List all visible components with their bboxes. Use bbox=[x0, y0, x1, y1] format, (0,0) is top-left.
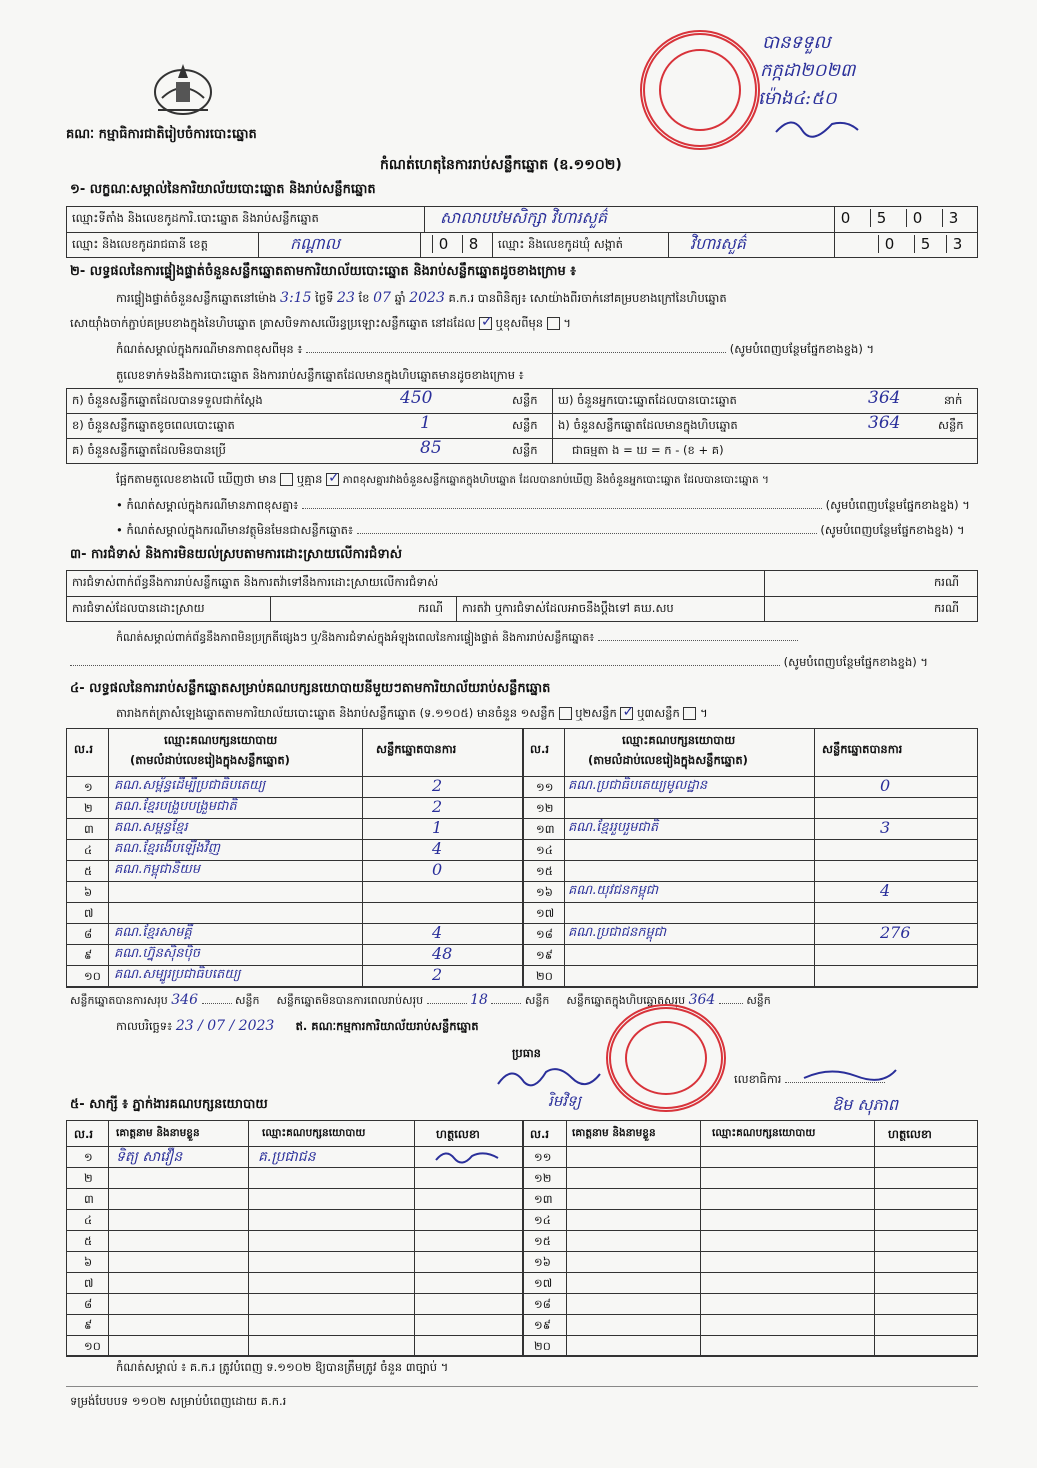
verification-time: 3:15 bbox=[280, 290, 312, 306]
secretary-label: លេខាធិការ bbox=[734, 1072, 885, 1089]
witness-row-number: ១៣ bbox=[534, 1192, 553, 1206]
witness-row-number: ១៨ bbox=[534, 1297, 551, 1311]
province-value: កណ្ដាល bbox=[290, 234, 340, 253]
witness-row-number: ៤ bbox=[84, 1213, 93, 1227]
totals-row: សន្លឹកឆ្នោតបានការសរុប 346 សន្លឹក សន្លឹកឆ្នោតមិនបានការពេលរាប់សរុប 18 សន្លឹក សន្លឹកឆ្នោតក្នុងហិបឆ្នោតសរុប 364 សន្លឹក bbox=[70, 992, 771, 1008]
witness-row-number: ៣ bbox=[84, 1192, 94, 1206]
box-ballots-value: 364 bbox=[868, 413, 901, 433]
party-name: គណ.កម្ពុជានិយម bbox=[114, 862, 201, 877]
party-row-number: ៧ bbox=[84, 906, 94, 920]
chair-label: ប្រធាន bbox=[512, 1046, 541, 1060]
chair-signature bbox=[494, 1062, 604, 1095]
irregularity-note: កំណត់សម្គាល់ពាក់ព័ន្ធនឹងភាពមិនប្រក្រតីផ្សេងៗ ឬ/និងការជំទាស់ក្នុងអំឡុងពេលនៃការផ្ទៀងផ្ទាត់ និងការរាប់សន្លឹកឆ្នោត៖ bbox=[116, 630, 798, 647]
party-name: គណ.ខ្មែរងើបឡើងវិញ bbox=[114, 841, 221, 856]
verification-line-1: ការផ្ទៀងផ្ទាត់ចំនួនសន្លឹកឆ្នោតនៅម៉ោង 3:15 ថ្ងៃទី 23 ខែ 07 ឆ្នាំ 2023 គ.ក.រ បានពិនិត្យ៖ សោយ៉ាងពីរចាក់នៅគម្របខាងក្រៅនៃហិបឆ្នោត bbox=[116, 290, 727, 306]
form-page: គណៈ កម្មាធិការជាតិរៀបចំការបោះឆ្នោត បានទទួល កក្កដា២០២៣ ម៉ោង៤:៥០ កំណត់ហេតុនៃការរាប់សន្លឹកឆ្នោត (ឧ.១១០២) ១- លក្ខណៈសម្គាល់នៃការិយាល័យបោះឆ្នោត និងរាប់សន្លឹកឆ្នោត ឈ្មោះទីតាំង និងលេខកូដការិ.បោះឆ្នោត និងរាប់សន្លឹកឆ្នោត សាលាបឋមសិក្សា វិហារសួគ៌ 0 5 0 3 ឈ្មោះ និងលេខកូដរាជធានី ខេត្ត កណ្ដាល 0 8 ឈ្មោះ និងលេខកូដឃុំ សង្កាត់ វិហារសួគ៌ 0 5 3 ២- លទ្ធផលនៃការផ្ទៀងផ្ទាត់ចំនួនសន្លឹកឆ្នោតតាមការិយាល័យបោះឆ្នោត និងរាប់សន្លឹកឆ្នោតដូចខាងក្រោម ៖ ការផ្ទៀងផ្ទាត់ចំនួនសន្លឹកឆ្នោតនៅម៉ោង 3:15 ថ្ងៃទី 23 ខែ 07 ឆ្នាំ 2023 គ.ក.រ បានពិនិត្យ៖ សោយ៉ាងពីរចាក់នៅគម្របខាងក្រៅនៃហិបឆ្នោត សោយ៉ាំងចាក់ភ្ជាប់គម្របខាងក្នុងនៃហិបឆ្នោត ត្រាសបិទភាសលើរន្ធប្រឡោះសន្លឹកឆ្នោត នៅដដែល ✓ ឬខុសពីមុន ។ កំណត់សម្គាល់ក្នុងករណីមានភាពខុសពីមុន ៖ (សូមបំពេញបន្ថែមផ្នែកខាងខ្នង) ។ តួលេខទាក់ទងនឹងការបោះឆ្នោត និងការរាប់សន្លឹកឆ្នោតដែលមានក្នុងហិបឆ្នោតមានដូចខាងក្រោម ៖ ក) ចំនួនសន្លឹកឆ្នោតដែលបានទទួលជាក់ស្ដែង 450 សន្លឹក ខ) ចំនួនសន្លឹកឆ្នោតខូចពេលបោះឆ្នោត 1 សន្លឹក គ) ចំនួនសន្លឹកឆ្នោតដែលមិនបានប្រើ 85 សន្លឹក ឃ) ចំនួនអ្នកបោះឆ្នោតដែលបានបោះឆ្នោត 364 នាក់ ង) ចំនួនសន្លឹកឆ្នោតដែលមានក្នុងហិបឆ្នោត 364 សន្លឹក ជាធម្មតា ង = ឃ = ក - (ខ + គ) ផ្អែកតាមតួលេខខាងលើ ឃើញថា មាន ឬគ្មាន ✓ ភាពខុសគ្នារវាងចំនួនសន្លឹកឆ្នោតក្នុងហិបឆ្នោត ដែលបានរាប់ឃើញ និងចំនួនអ្នកបោះឆ្នោត ដែលបានបោះឆ្នោត ។ • កំណត់សម្គាល់ក្នុងករណីមានភាពខុសគ្នា៖ (សូមបំពេញបន្ថែមផ្នែកខាងខ្នង) ។ • កំណត់សម្គាល់ក្នុងករណីមានវត្ថុមិនមែនជាសន្លឹកឆ្នោត៖ (សូមបំពេញបន្ថែមផ្នែកខាងខ្នង) ។ ៣- ការជំទាស់ និងការមិនយល់ស្របតាមការដោះស្រាយលើការជំទាស់ ការជំទាស់ពាក់ព័ន្ធនឹងការរាប់សន្លឹកឆ្នោត និងការតវ៉ាទៅនឹងការដោះស្រាយលើការជំទាស់ ករណី ការជំទាស់ដែលបានដោះស្រាយ ករណី ការតវ៉ា ឬការជំទាស់ដែលអាចនឹងប្ដឹងទៅ គឃ.សប ករណី កំណត់សម្គាល់ពាក់ព័ន្ធនឹងភាពមិនប្រក្រតីផ្សេងៗ ឬ/និងការជំទាស់ក្នុងអំឡុងពេលនៃការផ្ទៀងផ្ទាត់ និងការរាប់សន្លឹកឆ្នោត៖ (សូមបំពេញបន្ថែមផ្នែកខាងខ្នង) ។ ៤- លទ្ធផលនៃការរាប់សន្លឹកឆ្នោតសម្រាប់គណបក្សនយោបាយនីមួយៗតាមការិយាល័យរាប់សន្លឹកឆ្នោត តារាងកត់ត្រាសំឡេងឆ្នោតតាមការិយាល័យបោះឆ្នោត និងរាប់សន្លឹកឆ្នោត (ទ.១១០៥) មានចំនួន ១សន្លឹក ឬ២សន្លឹក ✓ ឬ៣សន្លឹក ។ ល.រ ឈ្មោះគណបក្សនយោបាយ (តាមលំដាប់លេខរៀងក្នុងសន្លឹកឆ្នោត) សន្លឹកឆ្នោតបានការ ល.រ ឈ្មោះគណបក្សនយោបាយ (តាមលំដាប់លេខរៀងក្នុងសន្លឹកឆ្នោត) សន្លឹកឆ្នោតបានការ ១ គណ.សម្ព័ន្ធដើម្បីប្រជាធិបតេយ្យ 2 ២ គណ.ខ្មែរបង្រួបបង្រួមជាតិ 2 ៣ គណ.សម្ពន្ធខ្មែរ 1 ៤ គណ.ខ្មែរងើបឡើងវិញ 4 ៥ គណ.កម្ពុជានិយម 0 ៦ ៧ ៨ គណ.ខ្មែរសាមគ្គី 4 ៩ គណ.ហ្វ៊ុនស៊ិនប៉ិច 48 ១០ គណ.សម្បូរប្រជាធិបតេយ្យ 2 ១១ គណ.ប្រជាធិបតេយ្យមូលដ្ឋាន 0 ១២ ១៣ គណ.ខ្មែររួបរួមជាតិ 3 ១៤ ១៥ ១៦ គណ.យុវជនកម្ពុជា 4 ១៧ ១៨ គណ.ប្រជាជនកម្ពុជា 276 ១៩ ២០ សន្លឹកឆ្នោតបានការសរុប 346 សន្លឹក សន្លឹកឆ្នោតមិនបានការពេលរាប់សរុប 18 សន្លឹក សន្លឹកឆ្នោតក្នុងហិបឆ្នោតសរុប 364 សន្លឹក កាលបរិច្ឆេទ៖ 23 / 07 / 2023 ឥ. គណៈកម្មការការិយាល័យរាប់សន្លឹកឆ្នោត ប្រធាន រិមវិទ្យ លេខាធិការ ឱម សុភាព ៥- សាក្សី ៖ ភ្នាក់ងារគណបក្សនយោបាយ ល.រ គោត្តនាម និងនាមខ្លួន ឈ្មោះគណបក្សនយោបាយ ហត្ថលេខា ល.រ គោត្តនាម និងនាមខ្លួន ឈ្មោះគណបក្សនយោបាយ ហត្ថលេខា ១ ទិត្យ សាវឿន គ.ប្រជាជន ២ ៣ ៤ ៥ ៦ ៧ ៨ ៩ ១០ ១១ ១២ ១៣ ១៤ ១៥ ១៦ ១៧ ១៨ ១៩ ២០ កំណត់សម្គាល់ ៖ គ.ក.រ ត្រូវបំពេញ ទ.១១០២ ឱ្យបានត្រឹមត្រូវ ចំនួន ៣ច្បាប់ ។ ទម្រង់បែបបទ ១១០២ សម្រាប់បំពេញដោយ គ.ក.រ bbox=[0, 0, 1037, 1468]
commune-code-1: 0 bbox=[878, 235, 900, 253]
party-name: គណ.ប្រជាជនកម្ពុជា bbox=[568, 925, 667, 940]
party-row-number: ១ bbox=[84, 780, 93, 794]
three-sheet-checkbox[interactable] bbox=[683, 707, 696, 720]
voters-label: ឃ) ចំនួនអ្នកបោះឆ្នោតដែលបានបោះឆ្នោត bbox=[558, 393, 737, 407]
party-votes: 0 bbox=[432, 860, 443, 879]
commune-label: ឈ្មោះ និងលេខកូដឃុំ សង្កាត់ bbox=[498, 237, 623, 251]
witness-row-number: ១០ bbox=[84, 1339, 101, 1353]
party-row-number: ៥ bbox=[84, 864, 93, 878]
party-row-number: ១៧ bbox=[536, 906, 555, 920]
party-row-number: ២ bbox=[84, 801, 93, 815]
secretary-signature bbox=[800, 1062, 900, 1089]
province-code-2: 8 bbox=[462, 235, 484, 253]
party-votes: 3 bbox=[880, 818, 891, 837]
section5-title: ៥- សាក្សី ៖ ភ្នាក់ងារគណបក្សនយោបាយ bbox=[70, 1097, 268, 1112]
party-votes: 0 bbox=[880, 776, 891, 795]
party-name: គណ.សម្បូរប្រជាធិបតេយ្យ bbox=[114, 967, 241, 982]
received-note-1: បានទទួល bbox=[762, 32, 831, 53]
party-row-number: ១៥ bbox=[536, 864, 553, 878]
witness-row-number: ១៦ bbox=[534, 1255, 551, 1269]
form-title: កំណត់ហេតុនៃការរាប់សន្លឹកឆ្នោត (ឧ.១១០២) bbox=[380, 157, 622, 173]
verification-month: 07 bbox=[373, 290, 391, 306]
witness-name: ទិត្យ សាវឿន bbox=[116, 1149, 183, 1165]
resolved-objections: ការជំទាស់ដែលបានដោះស្រាយ bbox=[72, 601, 205, 615]
count-committee: ឥ. គណៈកម្មការការិយាល័យរាប់សន្លឹកឆ្នោត bbox=[295, 1019, 479, 1033]
commune-value: វិហារសួគ៌ bbox=[690, 234, 746, 253]
commune-code-3: 3 bbox=[946, 235, 968, 253]
party-row-number: ៦ bbox=[84, 885, 93, 899]
party-row-number: ៣ bbox=[84, 822, 94, 836]
party-votes: 2 bbox=[432, 797, 443, 816]
party-votes: 48 bbox=[432, 944, 453, 963]
party-row-number: ១១ bbox=[536, 780, 554, 794]
section3-title: ៣- ការជំទាស់ និងការមិនយល់ស្របតាមការដោះស្រាយលើការជំទាស់ bbox=[70, 547, 402, 562]
spoiled-ballots-value: 1 bbox=[420, 413, 431, 433]
no-discrepancy-checkbox[interactable] bbox=[326, 473, 339, 486]
voters-value: 364 bbox=[868, 388, 901, 408]
party-row-number: ២០ bbox=[536, 969, 553, 983]
spoiled-ballots-label: ខ) ចំនួនសន្លឹកឆ្នោតខូចពេលបោះឆ្នោត bbox=[72, 418, 235, 432]
committee-stamp bbox=[606, 1004, 726, 1112]
committee-name: គណៈ កម្មាធិការជាតិរៀបចំការបោះឆ្នោត bbox=[66, 127, 257, 142]
verification-day: 23 bbox=[337, 290, 355, 306]
party-votes: 2 bbox=[432, 776, 443, 795]
party-votes: 4 bbox=[432, 839, 443, 858]
witness-row-number: ១១ bbox=[534, 1150, 552, 1164]
two-sheet-checkbox[interactable] bbox=[620, 707, 633, 720]
same-checkbox[interactable] bbox=[479, 317, 492, 330]
witness-row-number: ២០ bbox=[534, 1339, 551, 1353]
witness-row-number: ១២ bbox=[534, 1171, 552, 1185]
witness-row-number: ១ bbox=[84, 1150, 93, 1164]
party-row-number: ១៦ bbox=[536, 885, 553, 899]
location-value: សាលាបឋមសិក្សា វិហារសួគ៌ bbox=[440, 208, 608, 227]
received-ballots-label: ក) ចំនួនសន្លឹកឆ្នោតដែលបានទទួលជាក់ស្ដែង bbox=[72, 393, 263, 407]
party-name: គណ.ហ្វ៊ុនស៊ិនប៉ិច bbox=[114, 946, 201, 961]
section2-title: ២- លទ្ធផលនៃការផ្ទៀងផ្ទាត់ចំនួនសន្លឹកឆ្នោតតាមការិយាល័យបោះឆ្នោត និងរាប់សន្លឹកឆ្នោតដូចខាងក្រោម ៖ bbox=[70, 264, 576, 279]
royal-emblem-icon bbox=[148, 58, 218, 120]
party-name: គណ.ខ្មែររួបរួមជាតិ bbox=[568, 820, 659, 835]
party-row-number: ១៤ bbox=[536, 843, 553, 857]
received-ballots-value: 450 bbox=[400, 388, 433, 408]
witness-row-number: ២ bbox=[84, 1171, 93, 1185]
witness-party: គ.ប្រជាជន bbox=[258, 1149, 316, 1165]
party-name: គណ.ប្រជាធិបតេយ្យមូលដ្ឋាន bbox=[568, 778, 708, 793]
foreign-object-note: • កំណត់សម្គាល់ក្នុងករណីមានវត្ថុមិនមែនជាសន្លឹកឆ្នោត៖ (សូមបំពេញបន្ថែមផ្នែកខាងខ្នង) ។ bbox=[116, 523, 965, 537]
party-votes: 276 bbox=[880, 923, 911, 942]
witness-row-number: ១៥ bbox=[534, 1234, 551, 1248]
province-code-1: 0 bbox=[432, 235, 454, 253]
province-label: ឈ្មោះ និងលេខកូដរាជធានី ខេត្ត bbox=[72, 237, 208, 251]
appealable-objections: ការតវ៉ា ឬការជំទាស់ដែលអាចនឹងប្ដឹងទៅ គឃ.សប bbox=[462, 601, 674, 615]
unused-ballots-label: គ) ចំនួនសន្លឹកឆ្នោតដែលមិនបានប្រើ bbox=[72, 443, 226, 457]
discrepancy-line: ផ្អែកតាមតួលេខខាងលើ ឃើញថា មាន ឬគ្មាន ✓ ភាពខុសគ្នារវាងចំនួនសន្លឹកឆ្នោតក្នុងហិបឆ្នោត ដែលបានរាប់ឃើញ និងចំនួនអ្នកបោះឆ្នោត ដែលបានបោះឆ្នោត ។ bbox=[116, 472, 769, 489]
party-votes: 4 bbox=[880, 881, 891, 900]
witness-row-number: ៦ bbox=[84, 1255, 93, 1269]
witness-row-number: ៥ bbox=[84, 1234, 93, 1248]
one-sheet-checkbox[interactable] bbox=[559, 707, 572, 720]
received-note-2: កក្កដា២០២៣ bbox=[760, 60, 856, 81]
section1-title: ១- លក្ខណៈសម្គាល់នៃការិយាល័យបោះឆ្នោត និងរាប់សន្លឹកឆ្នោត bbox=[70, 182, 376, 197]
official-stamp bbox=[640, 30, 760, 150]
party-name: គណ.សម្ពន្ធខ្មែរ bbox=[114, 820, 188, 835]
valid-total: 346 bbox=[171, 992, 198, 1008]
figures-intro: តួលេខទាក់ទងនឹងការបោះឆ្នោត និងការរាប់សន្លឹកឆ្នោតដែលមានក្នុងហិបឆ្នោតមានដូចខាងក្រោម ៖ bbox=[116, 368, 524, 382]
commune-code-2: 5 bbox=[914, 235, 936, 253]
discrepancy-note: • កំណត់សម្គាល់ក្នុងករណីមានភាពខុសគ្នា៖ (សូមបំពេញបន្ថែមផ្នែកខាងខ្នង) ។ bbox=[116, 498, 970, 512]
unused-ballots-value: 85 bbox=[420, 438, 442, 458]
party-row-number: ១៣ bbox=[536, 822, 555, 836]
tally-sheet-count: តារាងកត់ត្រាសំឡេងឆ្នោតតាមការិយាល័យបោះឆ្នោត និងរាប់សន្លឹកឆ្នោត (ទ.១១០៥) មានចំនួន ១សន្លឹក ឬ២សន្លឹក ✓ ឬ៣សន្លឹក ។ bbox=[116, 706, 708, 723]
received-signature bbox=[772, 112, 862, 141]
witness-row-number: ១៤ bbox=[534, 1213, 551, 1227]
different-checkbox[interactable] bbox=[547, 317, 560, 330]
party-name: គណ.ខ្មែរបង្រួបបង្រួមជាតិ bbox=[114, 799, 237, 814]
party-row-number: ១៨ bbox=[536, 927, 553, 941]
party-name: គណ.សម្ព័ន្ធដើម្បីប្រជាធិបតេយ្យ bbox=[114, 778, 266, 793]
party-name: គណ.យុវជនកម្ពុជា bbox=[568, 883, 659, 898]
secretary-name: ឱម សុភាព bbox=[832, 1095, 899, 1114]
party-row-number: ៤ bbox=[84, 843, 93, 857]
witness-row-number: ៧ bbox=[84, 1276, 94, 1290]
verification-line-2: សោយ៉ាំងចាក់ភ្ជាប់គម្របខាងក្នុងនៃហិបឆ្នោត ត្រាសបិទភាសលើរន្ធប្រឡោះសន្លឹកឆ្នោត នៅដដែល ✓ ឬខុសពីមុន ។ bbox=[70, 316, 571, 333]
witness-row-number: ១៧ bbox=[534, 1276, 553, 1290]
objection-row-1: ការជំទាស់ពាក់ព័ន្ធនឹងការរាប់សន្លឹកឆ្នោត និងការតវ៉ាទៅនឹងការដោះស្រាយលើការជំទាស់ bbox=[72, 575, 439, 589]
party-votes: 1 bbox=[432, 818, 443, 837]
party-row-number: ៩ bbox=[84, 948, 93, 962]
witness-signature bbox=[432, 1146, 502, 1166]
party-votes: 2 bbox=[432, 965, 443, 984]
witness-row-number: ៨ bbox=[84, 1297, 93, 1311]
invalid-total: 18 bbox=[470, 992, 488, 1008]
party-votes: 4 bbox=[432, 923, 443, 942]
chair-name: រិមវិទ្យ bbox=[548, 1092, 582, 1110]
party-row-number: ១០ bbox=[84, 969, 101, 983]
party-row-number: ១២ bbox=[536, 801, 554, 815]
witness-row-number: ៩ bbox=[84, 1318, 93, 1332]
completion-note: កំណត់សម្គាល់ ៖ គ.ក.រ ត្រូវបំពេញ ទ.១១០២ ឱ្យបានត្រឹមត្រូវ ចំនួន ៣ច្បាប់ ។ bbox=[116, 1360, 449, 1374]
signing-date-row: កាលបរិច្ឆេទ៖ 23 / 07 / 2023 ឥ. គណៈកម្មការការិយាល័យរាប់សន្លឹកឆ្នោត bbox=[116, 1018, 479, 1034]
has-discrepancy-checkbox[interactable] bbox=[280, 473, 293, 486]
witness-row-number: ១៩ bbox=[534, 1318, 551, 1332]
party-name: គណ.ខ្មែរសាមគ្គី bbox=[114, 925, 192, 940]
box-ballots-label: ង) ចំនួនសន្លឹកឆ្នោតដែលមានក្នុងហិបឆ្នោត bbox=[558, 418, 738, 432]
party-row-number: ៨ bbox=[84, 927, 93, 941]
location-label: ឈ្មោះទីតាំង និងលេខកូដការិ.បោះឆ្នោត និងរាប់សន្លឹកឆ្នោត bbox=[72, 211, 319, 225]
received-note-3: ម៉ោង៤:៥០ bbox=[758, 88, 837, 109]
box-total: 364 bbox=[688, 992, 716, 1008]
verification-year: 2023 bbox=[409, 290, 445, 306]
formula: ជាធម្មតា ង = ឃ = ក - (ខ + គ) bbox=[572, 443, 724, 457]
signing-date: 23 / 07 / 2023 bbox=[175, 1018, 275, 1034]
difference-note: កំណត់សម្គាល់ក្នុងករណីមានភាពខុសពីមុន ៖ (សូមបំពេញបន្ថែមផ្នែកខាងខ្នង) ។ bbox=[116, 342, 875, 356]
footer-text: ទម្រង់បែបបទ ១១០២ សម្រាប់បំពេញដោយ គ.ក.រ bbox=[70, 1394, 287, 1408]
section4-title: ៤- លទ្ធផលនៃការរាប់សន្លឹកឆ្នោតសម្រាប់គណបក្សនយោបាយនីមួយៗតាមការិយាល័យរាប់សន្លឹកឆ្នោត bbox=[70, 681, 551, 696]
party-row-number: ១៩ bbox=[536, 948, 553, 962]
